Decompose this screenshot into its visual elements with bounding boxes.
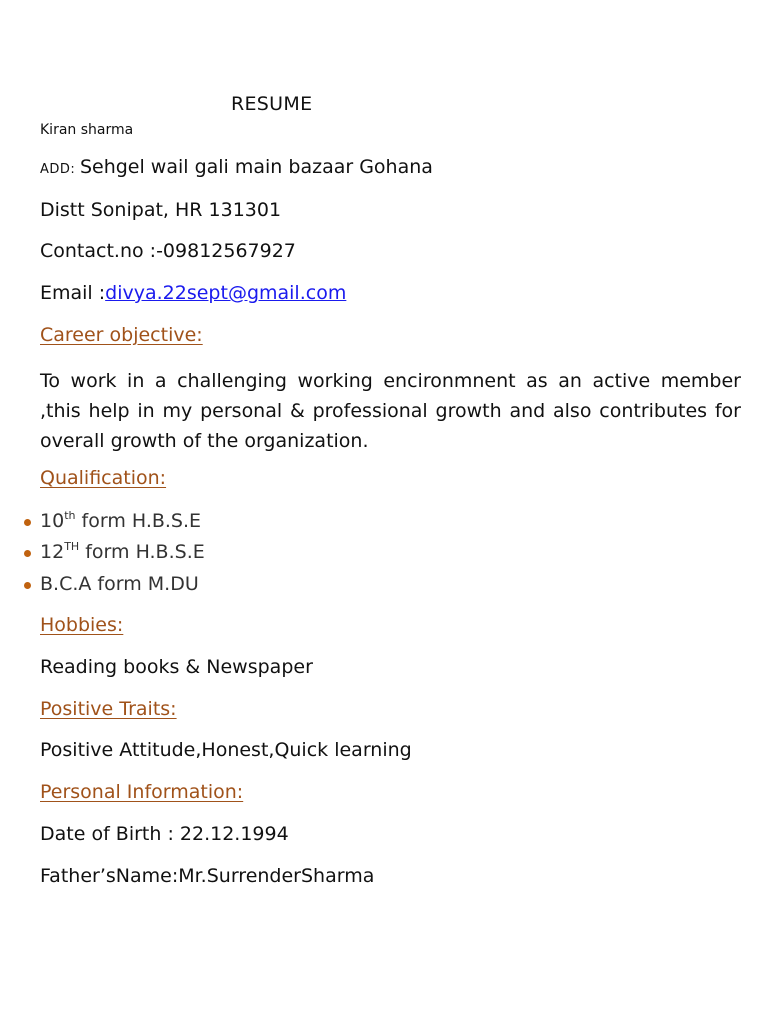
positive-traits-text: Positive Attitude,Honest,Quick learning bbox=[40, 739, 412, 761]
positive-traits-heading: Positive Traits: bbox=[40, 698, 177, 720]
qualification-item bbox=[40, 541, 205, 563]
bullet-icon bbox=[24, 582, 31, 589]
qualification-item-rest: form H.B.S.E bbox=[75, 510, 202, 532]
personal-information-heading: Personal Information: bbox=[40, 781, 244, 803]
address-prefix: ADD: bbox=[40, 162, 80, 177]
bullet-icon bbox=[24, 550, 31, 557]
email-link[interactable]: divya.22sept@gmail.com bbox=[105, 282, 347, 304]
career-objective-text: To work in a challenging working encironmnent as an active member ,this help in my personal & professional growth and also contributes for overall growth of the organization. bbox=[40, 370, 741, 452]
hobbies-text: Reading books & Newspaper bbox=[40, 656, 313, 678]
father-name: Father’sName:Mr.SurrenderSharma bbox=[40, 865, 375, 887]
qualification-heading: Qualification: bbox=[40, 467, 167, 489]
contact-number: Contact.no :-09812567927 bbox=[40, 240, 296, 262]
qualification-item bbox=[40, 510, 201, 532]
candidate-name: Kiran sharma bbox=[40, 122, 134, 138]
career-objective-heading: Career objective: bbox=[40, 324, 203, 346]
qualification-item-sup: TH bbox=[64, 540, 80, 553]
email-line bbox=[40, 282, 346, 304]
document-title: RESUME bbox=[231, 93, 313, 115]
hobbies-heading: Hobbies: bbox=[40, 614, 124, 636]
date-of-birth: Date of Birth : 22.12.1994 bbox=[40, 823, 289, 845]
bullet-icon bbox=[24, 519, 31, 526]
address-line-2: Distt Sonipat, HR 131301 bbox=[40, 199, 282, 221]
email-label: Email : bbox=[40, 282, 106, 304]
qualification-item-main: B.C.A form M.DU bbox=[40, 573, 199, 595]
address-line-1 bbox=[40, 156, 433, 178]
address-line-1-text: Sehgel wail gali main bazaar Gohana bbox=[79, 156, 433, 178]
qualification-item-rest: form H.B.S.E bbox=[79, 541, 205, 563]
qualification-item-sup: th bbox=[64, 509, 76, 522]
qualification-item-main: 12 bbox=[40, 541, 65, 563]
qualification-item bbox=[40, 573, 199, 595]
qualification-item-main: 10 bbox=[40, 510, 65, 532]
